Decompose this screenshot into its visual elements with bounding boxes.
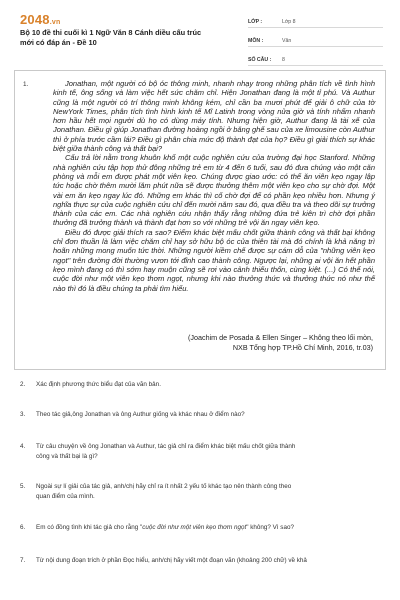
question-number: 3.	[20, 411, 26, 418]
question-quote: cuộc đời như một viên kẹo thơm ngọt	[142, 524, 247, 531]
passage-paragraph: Jonathan, một người có bộ óc thông minh, nhanh nhạy trong những phân tích về tình hình kinh tế, ông sống và làm việc hết sức chăm chỉ. Hiện Jonathan đang là một tỉ phú. Và Authur cũng là một người có trí thông minh không kém, chỉ cần ba mươi phút để giải ô chữ của tờ NewYork Times, phân tích tình hình kinh tế Mĩ Latinh trong vòng nửa giờ và tính nhẩm nhanh hơn hầu hết mọi người dù họ có dùng máy tính. Nhưng hiện giờ, Authur đang là tài xế của Jonathan. Điều gì giúp Jonathan đường hoàng ngồi ở băng ghế sau của xe limousine còn Authur thì ở phía trước cầm lái? Điều gì phân chia mức độ thành đạt của họ? Điều gì giải thích sự khác biệt giữa thành công và thất bại?	[53, 79, 375, 154]
meta-row-subject	[248, 33, 383, 47]
meta-row-class	[248, 14, 383, 28]
meta-row-question-count	[248, 52, 383, 66]
passage-paragraph: Điều đó được giải thích ra sao? Điểm khác biệt mấu chốt giữa thành công và thất bại không chỉ đơn thuần là làm việc chăm chỉ hay sở hữu bộ óc của thiên tài mà đó chính là khả năng trì hoãn những mong muốn tức thời. Những người kiềm chế được sự cám dỗ của "những viên kẹo ngọt" trên đường đời thường vươn tới đỉnh cao thành công. Ngược lại, những ai vội ăn hết phần kẹo mình đang có thì sớm hay muộn cũng sẽ rơi vào cảnh thiếu thốn, cùng kiệt. (...) Có thể nói, cuộc đời như một viên kẹo thơm ngọt, nhưng khi nào thưởng thức và thưởng thức nó như thế nào thì đó là điều chúng ta phải tìm hiểu.	[53, 227, 375, 293]
passage-attribution	[113, 333, 373, 353]
attribution-line: (Joachim de Posada & Ellen Singer – Không theo lối mòn,	[188, 333, 373, 342]
meta-key: MÔN :	[248, 38, 264, 44]
logo-suffix: .vn	[49, 19, 61, 26]
question-text-part: " không? Vì sao?	[246, 524, 294, 531]
question-number: 4.	[20, 443, 26, 450]
meta-value: Văn	[282, 38, 292, 44]
question-number: 5.	[20, 483, 26, 490]
document-meta	[248, 14, 383, 71]
meta-value: 8	[282, 57, 285, 63]
question-text-line: quan điểm của mình.	[36, 493, 95, 500]
question-text: Theo tác giả,ông Jonathan và ông Authur giống và khác nhau ở điểm nào?	[36, 411, 245, 418]
question-text: Xác định phương thức biểu đạt của văn bản.	[36, 381, 161, 388]
question-text: Từ nội dung đoạn trích ở phần Đọc hiểu, anh/chị hãy viết một đoạn văn (khoảng 200 chữ) về khả	[36, 557, 307, 564]
question-number: 6.	[20, 524, 26, 531]
passage-paragraph: Cấu trả lời nằm trong khuôn khổ một cuộc nghiên cứu của trường đại học Stanford. Những nhà nghiên cứu tập hợp thử đông những trẻ em từ 4 đến 6 tuổi, sau đó đưa chúng vào một căn phòng và mỗi em được phát một viên kẹo. Chúng được giao ước: có thể ăn viên kẹo ngay lập tức hoặc chờ thêm mười lăm phút nữa sẽ được thưởng thêm một viên kẹo cho sự chờ đợi. Một vài em ăn kẹo ngay lúc đó. Những em khác thì cố chờ đợi để có phần kẹo nhiều hơn. Nhưng ý nghĩa thực sự của cuộc nghiên cứu chỉ đến mười năm sau đó, qua điều tra và theo dõi sự trưởng thành của các em. Các nhà nghiên cứu nhận thấy rằng những đứa trẻ kiên trì chờ đợi phần thưởng đã trưởng thành và thành đạt hơn so với những trẻ vội ăn ngay viên kẹo.	[53, 153, 375, 228]
meta-value: Lớp 8	[282, 19, 296, 25]
question-text-line: công và thất bại là gì?	[36, 453, 98, 460]
site-logo[interactable]	[20, 12, 60, 27]
question-number: 7.	[20, 557, 26, 564]
reading-passage	[14, 70, 386, 370]
question-number: 2.	[20, 381, 26, 388]
question-text-line: Ngoài sự lí giải của tác giả, anh/chị hãy chỉ ra ít nhất 2 yếu tố khác tạo nên thành công theo	[36, 483, 292, 490]
question-text	[36, 442, 386, 462]
document-title: Bộ 10 đề thi cuối kì 1 Ngữ Văn 8 Cánh diều cấu trúc mới có đáp án - Đề 10	[20, 28, 202, 47]
question-text-line: Từ câu chuyện về ông Jonathan và Authur, tác giả chỉ ra điểm khác biệt mấu chốt giữa thành	[36, 443, 296, 450]
logo-text: 2048	[20, 12, 50, 27]
question-text	[36, 482, 386, 502]
passage-text	[53, 79, 375, 293]
attribution-line: NXB Tổng hợp TP.Hồ Chí Minh, 2016, tr.03)	[232, 343, 373, 352]
meta-key: SỐ CÂU :	[248, 57, 272, 63]
meta-key: LỚP :	[248, 19, 263, 25]
document-header	[0, 0, 400, 66]
question-text-part: Em có đồng tình khi tác giả cho rằng "	[36, 524, 143, 531]
question-number: 1.	[23, 81, 29, 88]
question-text	[36, 523, 386, 533]
